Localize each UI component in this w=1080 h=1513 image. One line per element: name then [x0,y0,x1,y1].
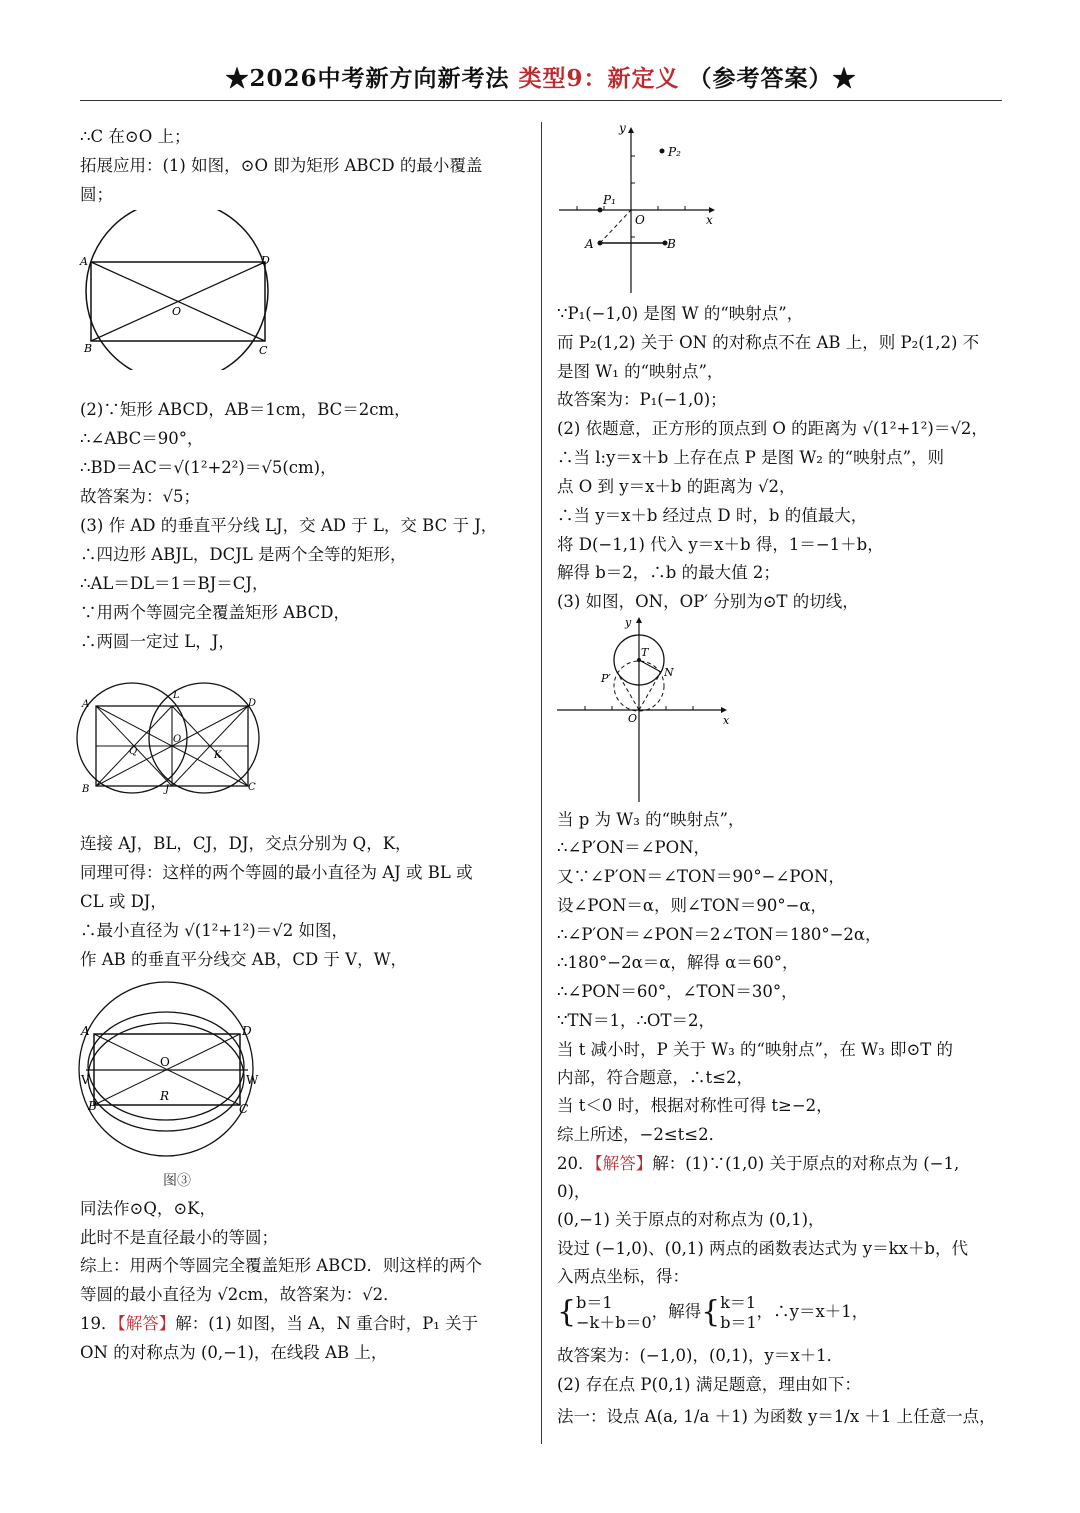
text-line: ∴∠PON＝60°，∠TON＝30°， [557,982,798,1001]
text-line: 当 t＜0 时，根据对称性可得 t≥−2， [557,1096,833,1115]
text-line: 设∠PON＝α，则∠TON＝90°−α， [557,896,828,915]
figure-caption: 图③ [163,1173,191,1189]
text-line: 综上：用两个等圆完全覆盖矩形 ABCD．则这样的两个 [80,1256,482,1275]
fig-label: A [585,237,594,251]
text-line: ∴180°−2α＝α，解得 α＝60°， [557,953,799,972]
fig-label: Q [129,746,138,757]
fig-label: D [248,698,257,709]
text-line: 同理可得：这样的两个等圆的最小直径为 AJ 或 BL 或 [80,863,473,882]
text-line: CL 或 DJ， [80,892,167,911]
fig-label: A [81,1024,90,1038]
text-line: 故答案为：(−1,0)，(0,1)，y＝x＋1． [557,1346,844,1365]
fig-label: L [173,690,180,701]
fig-label: V [81,1073,90,1087]
text-line: 故答案为：√5； [80,487,201,506]
text-line: 0)， [557,1182,591,1201]
fig-label: O [173,734,182,745]
text-line: 入两点坐标，得： [557,1267,689,1286]
answer-text: 解：(1)∵(1,0) 关于原点的对称点为 (−1, [652,1154,960,1173]
text-line: ∴当 l:y＝x＋b 上存在点 P 是图 W₂ 的“映射点”，则 [557,448,945,467]
fig-label: P₁ [603,193,616,207]
figure-3 [76,976,276,1190]
text-line: 又∵∠P′ON＝∠TON＝90°−∠PON， [557,867,845,886]
text-line: 综上所述，−2≤t≤2． [557,1125,726,1144]
text-line: ∴C 在⊙O 上； [80,127,191,146]
text-line: 解得 b＝2，∴b 的最大值 2； [557,563,780,582]
fig-label: O [160,1055,170,1069]
fig-label: C [239,1102,249,1116]
figure-rectangle-circle [76,210,276,374]
text-line: ∴四边形 ABJL，DCJL 是两个全等的矩形， [80,545,407,564]
fig-label: P′ [601,672,611,685]
text-line: 内部，符合题意，∴t≤2， [557,1068,753,1087]
fig-label: N [664,666,674,679]
text-line: ∵用两个等圆完全覆盖矩形 ABCD， [80,603,350,622]
equation-system-2: k＝1 b＝1 [720,1292,757,1332]
text-line: ∵P₁(−1,0) 是图 W 的“映射点”， [557,304,804,323]
figure-coordinate-1 [555,118,730,302]
text-line [80,1313,478,1335]
text-line: ∵TN＝1，∴OT＝2， [557,1011,715,1030]
text-line: 当 p 为 W₃ 的“映射点”， [557,810,745,829]
fig-label: K [214,750,222,761]
text-line: 是图 W₁ 的“映射点”， [557,362,724,381]
text-line: 故答案为：P₁(−1,0)； [557,390,727,409]
fig-label: x [706,213,713,227]
fig-label: y [625,616,632,629]
text-line: (2)∵矩形 ABCD，AB＝1cm，BC＝2cm， [80,400,411,419]
fig-label: W [246,1073,259,1087]
text-line: ∴当 y＝x＋b 经过点 D 时，b 的值最大， [557,506,868,525]
header-type: 类型9：新定义 [518,65,680,92]
answer-text: 解：(1) 如图，当 A，N 重合时，P₁ 关于 [175,1314,479,1333]
text-line [557,1153,959,1175]
text-line: ∴∠P′ON＝∠PON， [557,838,711,857]
text-line: 作 AB 的垂直平分线交 AB，CD 于 V，W， [80,950,408,969]
fig-label: J [165,784,170,795]
text-line: (2) 依题意，正方形的顶点到 O 的距离为 √(1²+1²)＝√2， [557,419,988,438]
text-line: 拓展应用：(1) 如图，⊙O 即为矩形 ABCD 的最小覆盖 [80,156,483,175]
fig-label: O [635,213,645,227]
fig-label: B [88,1099,97,1113]
answer-tag: 【解答】 [117,1314,176,1333]
fig-label: B [82,784,90,795]
header-title: ★2026中考新方向新考法 [225,65,510,92]
equation-system-line [557,1292,868,1336]
fig-label: B [667,237,676,251]
answer-tag: 【解答】 [594,1154,653,1173]
figure-coordinate-2 [555,614,735,810]
text-line: 此时不是直径最小的等圆； [80,1228,278,1247]
fig-label: A [80,255,88,268]
text-line: 法一：设点 A(a, 1/a ＋1) 为函数 y＝1/x ＋1 上任意一点， [557,1407,996,1426]
text-line: (3) 如图，ON，OP′ 分别为⊙T 的切线， [557,592,859,611]
brace-glyph: { [701,1294,721,1330]
fig-label: B [84,342,93,355]
fig-label: P₂ [668,145,681,159]
text-line: 等圆的最小直径为 √2cm，故答案为：√2． [80,1285,400,1304]
fig-label: A [82,699,90,710]
text-line: (0,−1) 关于原点的对称点为 (0,1)， [557,1210,825,1229]
text-line: ON 的对称点为 (0,−1)，在线段 AB 上， [80,1343,388,1362]
text-line: 同法作⊙Q，⊙K， [80,1199,217,1218]
question-number: 19． [80,1314,118,1333]
text-line: ∴AL＝DL＝1＝BJ＝CJ， [80,574,269,593]
fig-label: D [242,1024,252,1038]
text-line: ∴BD＝AC＝√(1²+2²)＝√5(cm)， [80,458,337,477]
text-line: 将 D(−1,1) 代入 y＝x＋b 得，1＝−1＋b， [557,535,884,554]
text-line: 点 O 到 y＝x＋b 的距离为 √2， [557,477,796,496]
fig-label: O [628,712,638,725]
text-line: (2) 存在点 P(0,1) 满足题意，理由如下： [557,1375,861,1394]
fig-label: T [641,646,649,659]
brace-glyph: { [557,1294,577,1330]
header-suffix: （参考答案）★ [688,65,857,92]
text-line: ∴最小直径为 √(1²+1²)＝√2 如图， [80,921,348,940]
fig-label: O [172,305,182,318]
question-number: 20． [557,1154,595,1173]
text-line: ∴∠ABC＝90°， [80,429,204,448]
result-text: ，∴y＝x＋1， [756,1302,869,1321]
equation-system-1: b＝1 −k＋b＝0 [576,1292,652,1332]
text-line: 当 t 减小时，P 关于 W₃ 的“映射点”，在 W₃ 即⊙T 的 [557,1040,954,1059]
fig-label: C [248,782,256,793]
text-line: 设过 (−1,0)、(0,1) 两点的函数表达式为 y＝kx＋b，代 [557,1239,968,1258]
figure-two-circles [76,676,266,810]
fig-label: R [160,1089,170,1103]
fig-label: C [259,344,268,357]
text-line: ∴∠P′ON＝∠PON＝2∠TON＝180°−2α， [557,925,882,944]
text-line: (3) 作 AD 的垂直平分线 LJ，交 AD 于 L，交 BC 于 J， [80,516,498,535]
text-line: 圆； [80,185,113,204]
page-header [80,62,1002,101]
text-line: 而 P₂(1,2) 关于 ON 的对称点不在 AB 上，则 P₂(1,2) 不 [557,333,980,352]
text-line: 连接 AJ，BL，CJ，DJ，交点分别为 Q，K， [80,834,412,853]
solve-text: ，解得 [651,1302,702,1321]
text-line: ∴两圆一定过 L，J， [80,632,235,651]
fig-label: D [261,254,270,267]
column-divider [541,122,542,1444]
fig-label: x [723,714,730,727]
fig-label: y [619,121,626,135]
